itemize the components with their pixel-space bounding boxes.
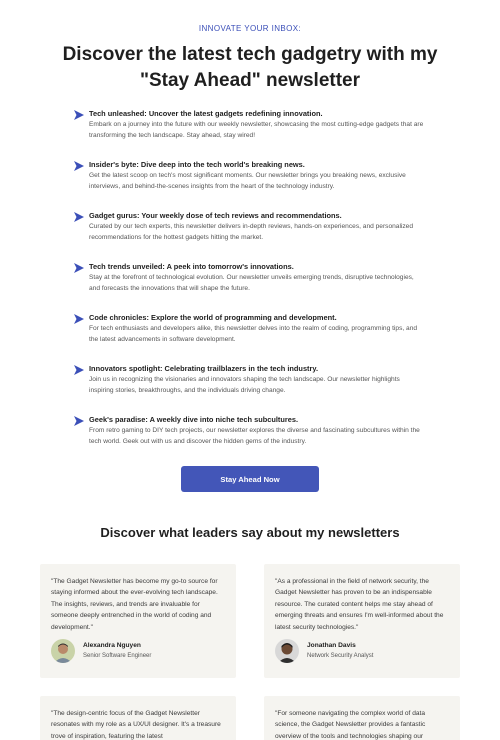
paper-plane-arrow-icon [74, 161, 84, 171]
person-avatar-icon [51, 639, 75, 663]
feature-description: Stay at the forefront of technological evolution. Our newsletter unveils emerging trends, disruptive technologies, and forecasts the innovations that will shape the future. [89, 274, 414, 292]
feature-description: Curated by our tech experts, this newsletter delivers in-depth reviews, hands-on experiences, and personalized recommendations for the hottest gadgets hitting the market. [89, 223, 414, 241]
feature-title: Insider's byte: Dive deep into the tech world's breaking news. [89, 160, 305, 169]
author-name: Alexandra Nguyen [83, 642, 141, 650]
feature-item [74, 108, 424, 159]
author-role: Network Security Analyst [307, 653, 374, 660]
testimonial-card [264, 696, 460, 740]
author-name: Jonathan Davis [307, 642, 356, 650]
feature-item [74, 414, 424, 465]
paper-plane-arrow-icon [74, 263, 84, 273]
testimonial-quote: "The design-centric focus of the Gadget Newsletter resonates with my role as a UX/UI designer. It's a treasure trove of inspiration, featuring the latest [51, 710, 221, 740]
feature-title: Tech trends unveiled: A peek into tomorrow's innovations. [89, 262, 294, 271]
feature-title: Code chronicles: Explore the world of programming and development. [89, 313, 337, 322]
testimonial-card [40, 696, 236, 740]
paper-plane-arrow-icon [74, 212, 84, 222]
feature-item [74, 363, 424, 414]
avatar [275, 639, 299, 663]
testimonial-author [275, 639, 449, 663]
paper-plane-arrow-icon [74, 365, 84, 375]
feature-title: Geek's paradise: A weekly dive into niche tech subcultures. [89, 415, 299, 424]
stay-ahead-button[interactable]: Stay Ahead Now [181, 466, 319, 492]
paper-plane-arrow-icon [74, 416, 84, 426]
testimonial-author [51, 639, 225, 663]
testimonial-card [40, 564, 236, 678]
feature-description: From retro gaming to DIY tech projects, our newsletter explores the diverse and fascinating subcultures within the tech world. Geek out with us and discover the hidden gems of the industry. [89, 427, 420, 445]
feature-item [74, 159, 424, 210]
paper-plane-arrow-icon [74, 314, 84, 324]
feature-title: Tech unleashed: Uncover the latest gadgets redefining innovation. [89, 109, 323, 118]
feature-description: Get the latest scoop on tech's most significant moments. Our newsletter brings you breaking news, exclusive interviews, and behind-the-scenes insights from the heart of the technology industry. [89, 172, 406, 190]
testimonial-card [264, 564, 460, 678]
testimonials-title: Discover what leaders say about my newsletters [100, 525, 400, 540]
avatar [51, 639, 75, 663]
feature-item [74, 261, 424, 312]
eyebrow-label: INNOVATE YOUR INBOX: [198, 24, 302, 33]
feature-description: Embark on a journey into the future with our weekly newsletter, showcasing the most cutting-edge gadgets that are transforming the tech landscape. Stay ahead, stay wired! [89, 121, 424, 139]
person-avatar-icon [275, 639, 299, 663]
feature-title: Innovators spotlight: Celebrating trailblazers in the tech industry. [89, 364, 319, 373]
feature-item [74, 312, 424, 363]
testimonial-quote: "The Gadget Newsletter has become my go-to source for staying informed about the ever-evolving tech landscape. The insights, reviews, and trends are invaluable for someone deeply entrenched in the world of coding and development." [51, 578, 218, 631]
page-headline: Discover the latest tech gadgetry with my "Stay Ahead" newsletter [62, 44, 438, 91]
testimonial-quote: "For someone navigating the complex world of data science, the Gadget Newsletter provides a fantastic overview of the tools and technologies shaping our [275, 710, 426, 740]
feature-description: Join us in recognizing the visionaries and innovators shaping the tech landscape. Our newsletter highlights inspiring stories, breakthroughs, and the individuals driving change. [89, 376, 400, 394]
feature-item [74, 210, 424, 261]
feature-title: Gadget gurus: Your weekly dose of tech reviews and recommendations. [89, 211, 342, 220]
feature-list [74, 108, 424, 465]
author-role: Senior Software Engineer [83, 653, 152, 660]
testimonial-quote: "As a professional in the field of network security, the Gadget Newsletter has proven to be an indispensable resource. The curated content helps me stay ahead of emerging threats and ensures I'm well-informed about the latest security technologies." [275, 578, 444, 631]
paper-plane-arrow-icon [74, 110, 84, 120]
feature-description: For tech enthusiasts and developers alike, this newsletter delves into the realm of coding, programming tips, and the latest advancements in software development. [89, 325, 418, 343]
